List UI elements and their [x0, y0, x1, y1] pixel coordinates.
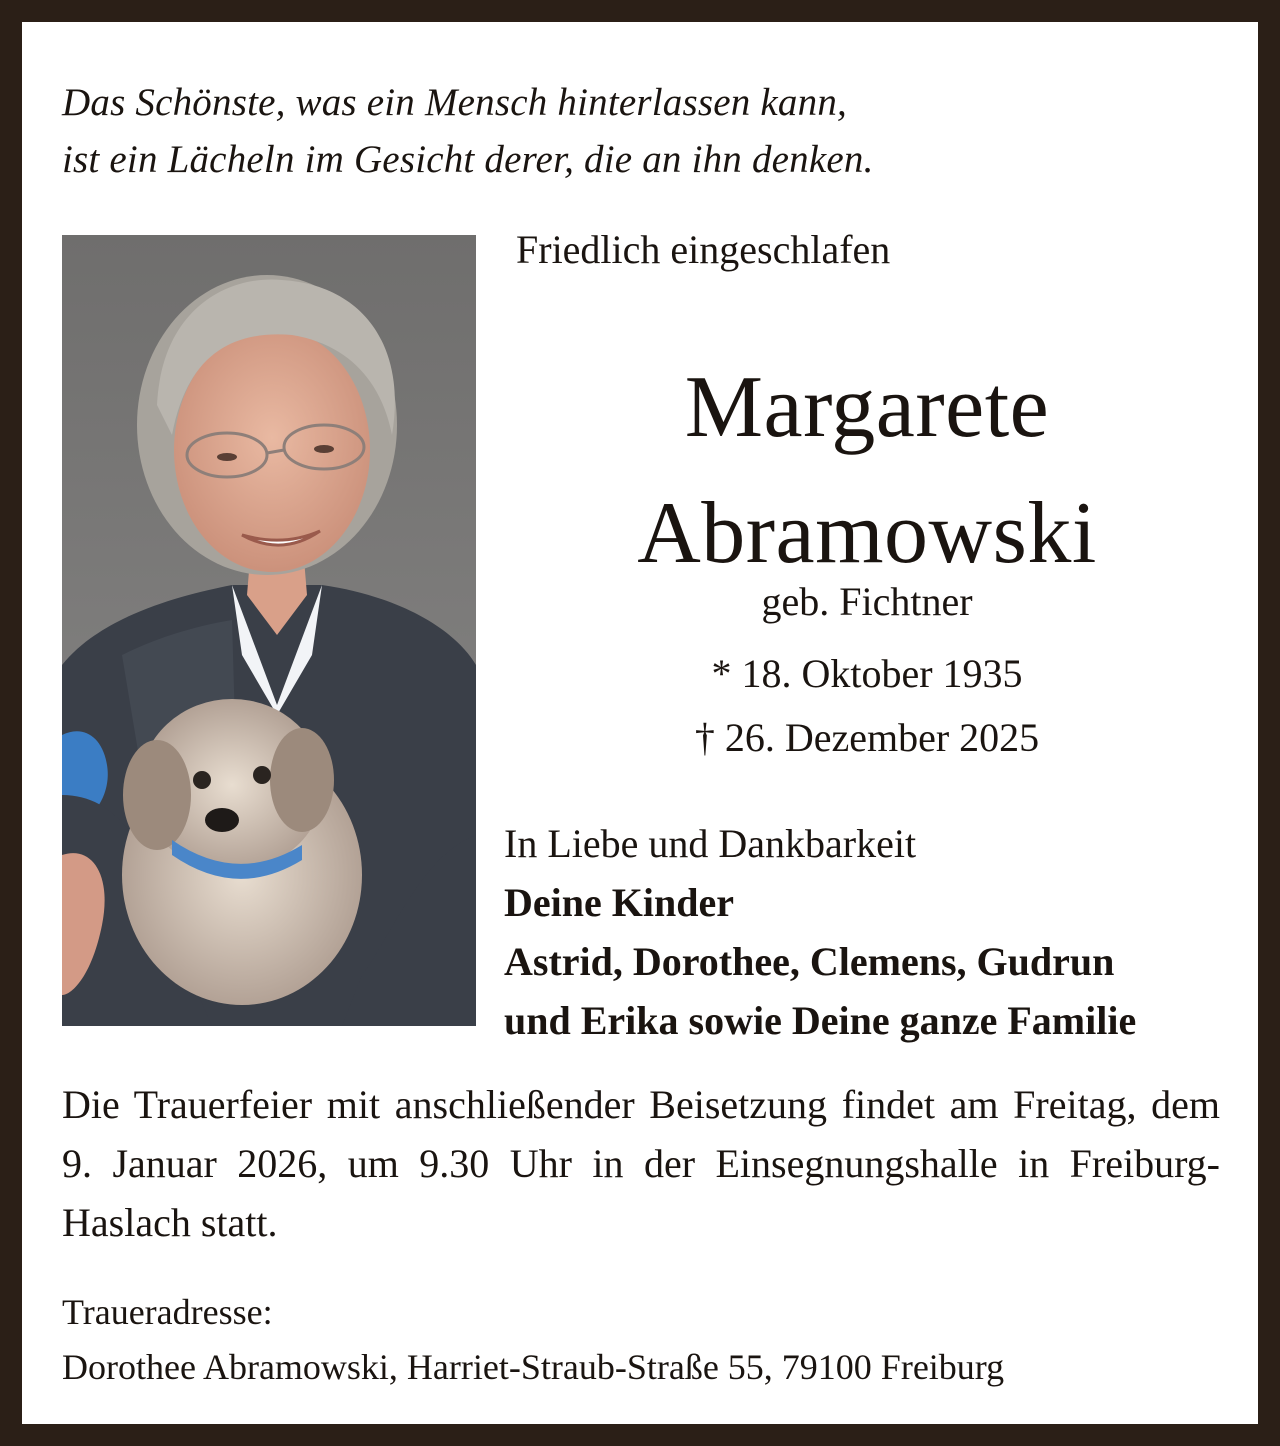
mourners-names: Astrid, Dorothee, Clemens, Gudrun	[504, 939, 1115, 984]
ceremony-notice: Die Trauerfeier mit anschließender Beisetzung findet am Freitag, dem 9. Januar 2026, um 9.30 Uhr in der Einsegnungshalle in Freiburg-Haslach statt.	[62, 1082, 1220, 1245]
first-name: Margarete	[684, 359, 1050, 456]
death-date: † 26. Dezember 2025	[694, 715, 1040, 760]
mourners-children: Deine Kinder	[504, 880, 734, 925]
mourners-family: und Erika sowie Deine ganze Familie	[504, 998, 1137, 1043]
mourners	[504, 814, 1136, 1050]
address-value: Dorothee Abramowski, Harriet-Straub-Straße 55, 79100 Freiburg	[62, 1347, 1005, 1387]
birth-date: * 18. Oktober 1935	[711, 651, 1023, 696]
mourners-intro: In Liebe und Dankbarkeit	[504, 821, 917, 866]
obituary-card	[22, 22, 1258, 1424]
birth-name: geb. Fichtner	[761, 579, 973, 624]
mourning-address	[62, 1285, 1004, 1395]
last-name: Abramowski	[637, 485, 1097, 582]
intro-text: Friedlich eingeschlafen	[516, 227, 891, 272]
memorial-quote	[62, 74, 874, 188]
address-label: Traueradresse:	[62, 1292, 273, 1332]
portrait-photo	[62, 235, 476, 1026]
quote-line-2: ist ein Lächeln im Gesicht derer, die an ihn denken.	[62, 138, 874, 181]
quote-line-1: Das Schönste, was ein Mensch hinterlassen kann,	[62, 81, 847, 124]
